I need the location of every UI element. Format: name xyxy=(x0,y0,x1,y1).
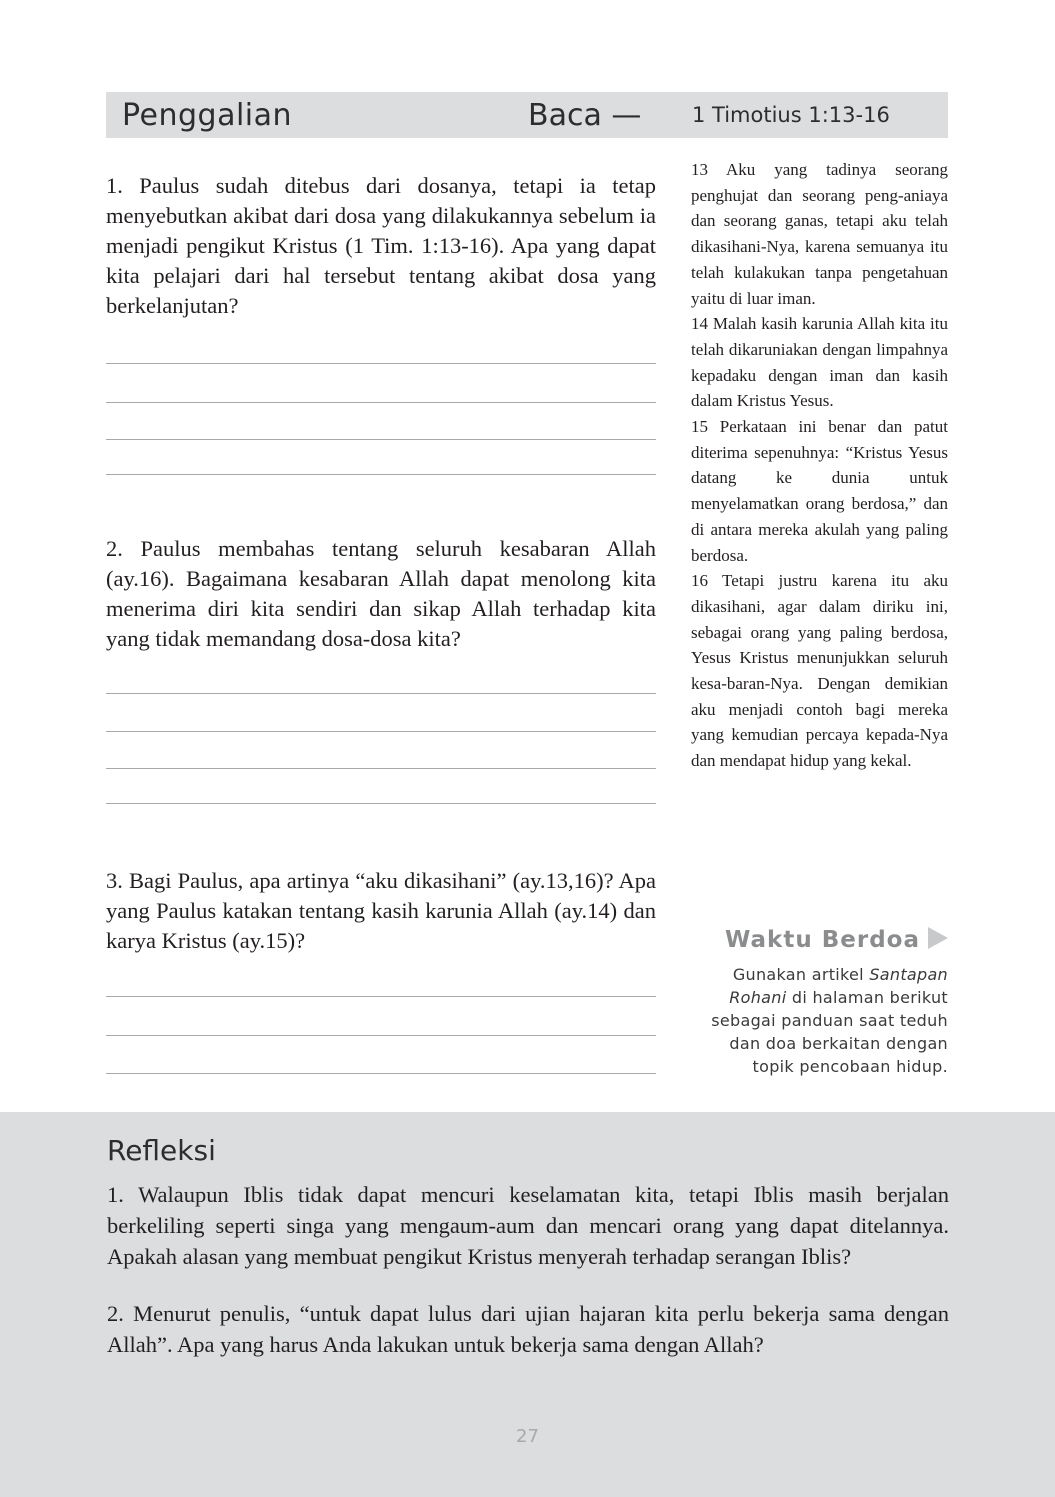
answer-line[interactable] xyxy=(106,731,656,732)
answer-line[interactable] xyxy=(106,1035,656,1036)
answer-line[interactable] xyxy=(106,1073,656,1074)
page-number: 27 xyxy=(516,1426,539,1447)
prayer-heading xyxy=(648,927,948,953)
reflection-title: Refleksi xyxy=(107,1134,216,1167)
reflection-item-1: 1. Walaupun Iblis tidak dapat mencuri keselamatan kita, tetapi Iblis masih berjalan berkeliling seperti singa yang mengaum-aum dan mencari orang yang dapat ditelannya. Apakah alasan yang membuat pengikut Kristus menyerah terhadap serangan Iblis? xyxy=(107,1182,949,1269)
prayer-text-italic: Santapan Rohani xyxy=(729,965,948,1007)
reflection-section xyxy=(0,1112,1055,1497)
answer-line[interactable] xyxy=(106,693,656,694)
arrow-right-icon xyxy=(928,927,948,949)
header-bar xyxy=(106,92,948,138)
answer-line[interactable] xyxy=(106,996,656,997)
verse-15: 15 Perkataan ini benar dan patut diterima sepenuhnya: “Kristus Yesus datang ke dunia untuk menyelamatkan orang berdosa,” dan di antara mereka akulah yang paling berdosa. xyxy=(691,417,948,565)
answer-line[interactable] xyxy=(106,768,656,769)
question-3: 3. Bagi Paulus, apa artinya “aku dikasihani” (ay.13,16)? Apa yang Paulus katakan tentang kasih karunia Allah (ay.14) dan karya Kristus (ay.15)? xyxy=(106,868,656,953)
verse-13: 13 Aku yang tadinya seorang penghujat dan seorang peng-aniaya dan seorang ganas, tetapi aku telah dikasihani-Nya, karena semuanya itu telah kulakukan tanpa pengetahuan yaitu di luar iman. xyxy=(691,160,948,308)
answer-line[interactable] xyxy=(106,474,656,475)
prayer-text-before: Gunakan artikel xyxy=(732,965,864,984)
prayer-text-after: di halaman berikut sebagai panduan saat teduh dan doa berkaitan dengan topik pencobaan hidup. xyxy=(711,988,948,1076)
scripture-passage xyxy=(691,157,948,774)
section-title: Penggalian xyxy=(122,98,293,133)
answer-line[interactable] xyxy=(106,439,656,440)
verse-14: 14 Malah kasih karunia Allah kita itu telah dikaruniakan dengan limpahnya kepadaku dengan iman dan kasih dalam Kristus Yesus. xyxy=(691,314,948,411)
reflection-item-2: 2. Menurut penulis, “untuk dapat lulus dari ujian hajaran kita perlu bekerja sama dengan Allah”. Apa yang harus Anda lakukan untuk bekerja sama dengan Allah? xyxy=(107,1301,949,1357)
answer-line[interactable] xyxy=(106,803,656,804)
answer-line[interactable] xyxy=(106,402,656,403)
answer-line[interactable] xyxy=(106,363,656,364)
prayer-text xyxy=(698,963,948,1078)
verse-16: 16 Tetapi justru karena itu aku dikasihani, agar dalam diriku ini, sebagai orang yang paling berdosa, Yesus Kristus menunjukkan seluruh kesa-baran-Nya. Dengan demikian aku menjadi contoh bagi mereka yang kemudian percaya kepada-Nya dan mendapat hidup yang kekal. xyxy=(691,571,948,771)
scripture-reference: 1 Timotius 1:13-16 xyxy=(692,103,890,127)
prayer-title: Waktu Berdoa xyxy=(724,927,920,953)
question-2: 2. Paulus membahas tentang seluruh kesabaran Allah (ay.16). Bagaimana kesabaran Allah dapat menolong kita menerima diri kita sendiri dan sikap Allah terhadap kita yang tidak memandang dosa-dosa kita? xyxy=(106,536,656,651)
read-label: Baca — xyxy=(528,98,642,133)
question-1: 1. Paulus sudah ditebus dari dosanya, tetapi ia tetap menyebutkan akibat dari dosa yang dilakukannya sebelum ia menjadi pengikut Kristus (1 Tim. 1:13-16). Apa yang dapat kita pelajari dari hal tersebut tentang akibat dosa yang berkelanjutan? xyxy=(106,173,656,318)
